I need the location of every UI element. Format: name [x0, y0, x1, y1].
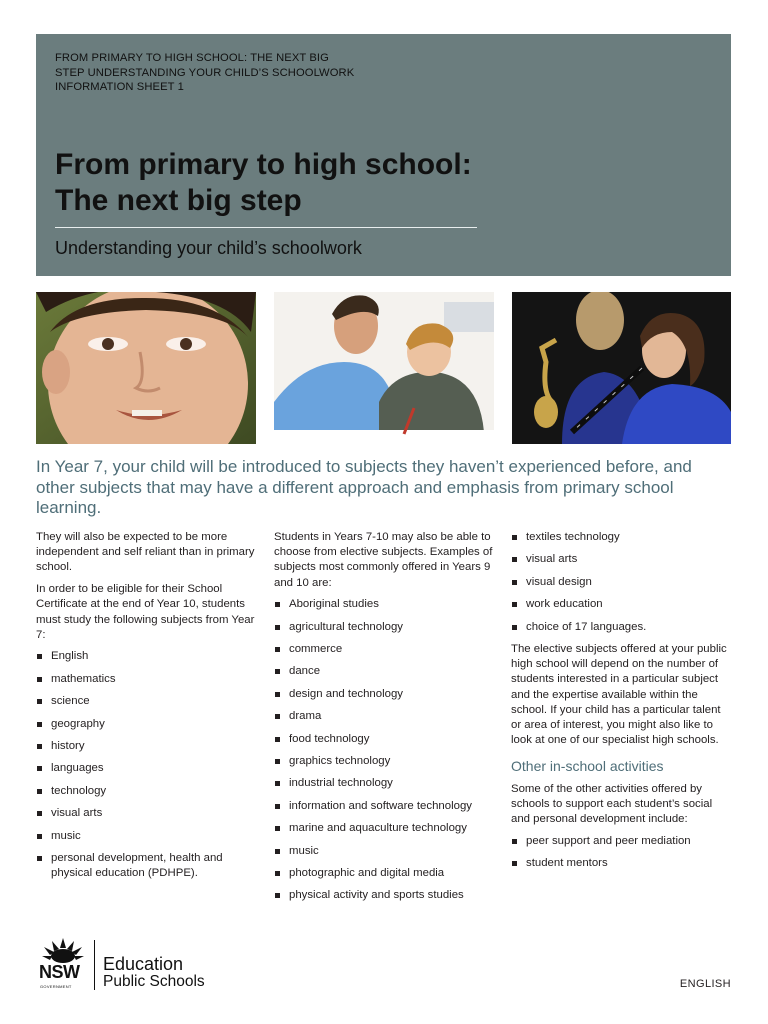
list-item: visual design	[511, 575, 731, 590]
column-left	[36, 530, 258, 889]
list-item: design and technology	[274, 687, 496, 702]
list-item: visual arts	[36, 806, 258, 821]
paragraph: The elective subjects offered at your public high school will depend on the number of students interested in a particular subject and the expertise available within the school. If your child has a particular talent or area of interest, you might also like to look at one of our specialist high schools.	[511, 642, 727, 747]
list-item: history	[36, 739, 258, 754]
list-item: drama	[274, 709, 496, 724]
list-item: student mentors	[511, 856, 731, 871]
logo-nsw-text: NSW	[39, 962, 80, 982]
logo-public-schools-text: Public Schools	[103, 973, 205, 990]
child-face-photo	[36, 292, 256, 444]
elective-subjects-list-continued	[511, 530, 731, 635]
title-line: From primary to high school:	[55, 148, 472, 181]
intro-text: In Year 7, your child will be introduced to subjects they haven’t experienced before, and other subjects that may have a different approach and emphasis from primary school learning.	[36, 457, 692, 517]
header-banner	[36, 34, 731, 276]
list-item: food technology	[274, 732, 496, 747]
list-item: peer support and peer mediation	[511, 834, 731, 849]
core-subjects-list	[36, 649, 258, 881]
list-item: physical activity and sports studies	[274, 888, 496, 903]
list-item: textiles technology	[511, 530, 731, 545]
list-item: technology	[36, 784, 258, 799]
students-music-photo	[512, 292, 731, 444]
series-kicker	[55, 51, 455, 95]
logo-education-text: Education	[103, 954, 184, 974]
list-item: work education	[511, 597, 731, 612]
logo-divider	[94, 940, 95, 990]
list-item: geography	[36, 717, 258, 732]
activities-list	[511, 834, 731, 872]
list-item: information and software technology	[274, 799, 496, 814]
kicker-line: INFORMATION SHEET 1	[55, 81, 184, 93]
list-item: languages	[36, 761, 258, 776]
list-item: commerce	[274, 642, 496, 657]
list-item: English	[36, 649, 258, 664]
page-subtitle: Understanding your child’s schoolwork	[55, 238, 362, 258]
column-right	[511, 530, 731, 878]
list-item: choice of 17 languages.	[511, 620, 731, 635]
logo-government-text: GOVERNMENT	[40, 984, 72, 989]
page-title	[55, 147, 472, 219]
column-middle	[274, 530, 496, 911]
title-divider	[55, 227, 477, 228]
nsw-education-logo	[36, 936, 226, 992]
list-item: dance	[274, 664, 496, 679]
language-label: ENGLISH	[679, 978, 731, 990]
list-item: Aboriginal studies	[274, 597, 496, 612]
list-item: mathematics	[36, 672, 258, 687]
kicker-line: STEP UNDERSTANDING YOUR CHILD’S SCHOOLWORK	[55, 66, 355, 79]
paragraph: In order to be eligible for their School Certificate at the end of Year 10, students must study the following subjects from Year 7:	[36, 583, 255, 641]
list-item: industrial technology	[274, 776, 496, 791]
list-item: music	[36, 829, 258, 844]
section-heading: Other in-school activities	[511, 758, 664, 775]
paragraph: Students in Years 7-10 may also be able to choose from elective subjects. Examples of subjects most commonly offered in Years 9 and 10 are:	[274, 531, 493, 589]
list-item: agricultural technology	[274, 620, 496, 635]
list-item: marine and aquaculture technology	[274, 821, 496, 836]
list-item: science	[36, 694, 258, 709]
list-item: music	[274, 844, 496, 859]
list-item: visual arts	[511, 552, 731, 567]
paragraph: Some of the other activities offered by schools to support each student’s social and personal development include:	[511, 782, 713, 825]
list-item: personal development, health and physical education (PDHPE).	[36, 851, 258, 881]
list-item: photographic and digital media	[274, 866, 496, 881]
title-line: The next big step	[55, 184, 302, 217]
paragraph: They will also be expected to be more independent and self reliant than in primary school.	[36, 531, 255, 574]
parent-child-homework-photo	[274, 292, 494, 444]
list-item: graphics technology	[274, 754, 496, 769]
elective-subjects-list	[274, 597, 496, 903]
kicker-line: FROM PRIMARY TO HIGH SCHOOL: THE NEXT BIG	[55, 52, 329, 64]
